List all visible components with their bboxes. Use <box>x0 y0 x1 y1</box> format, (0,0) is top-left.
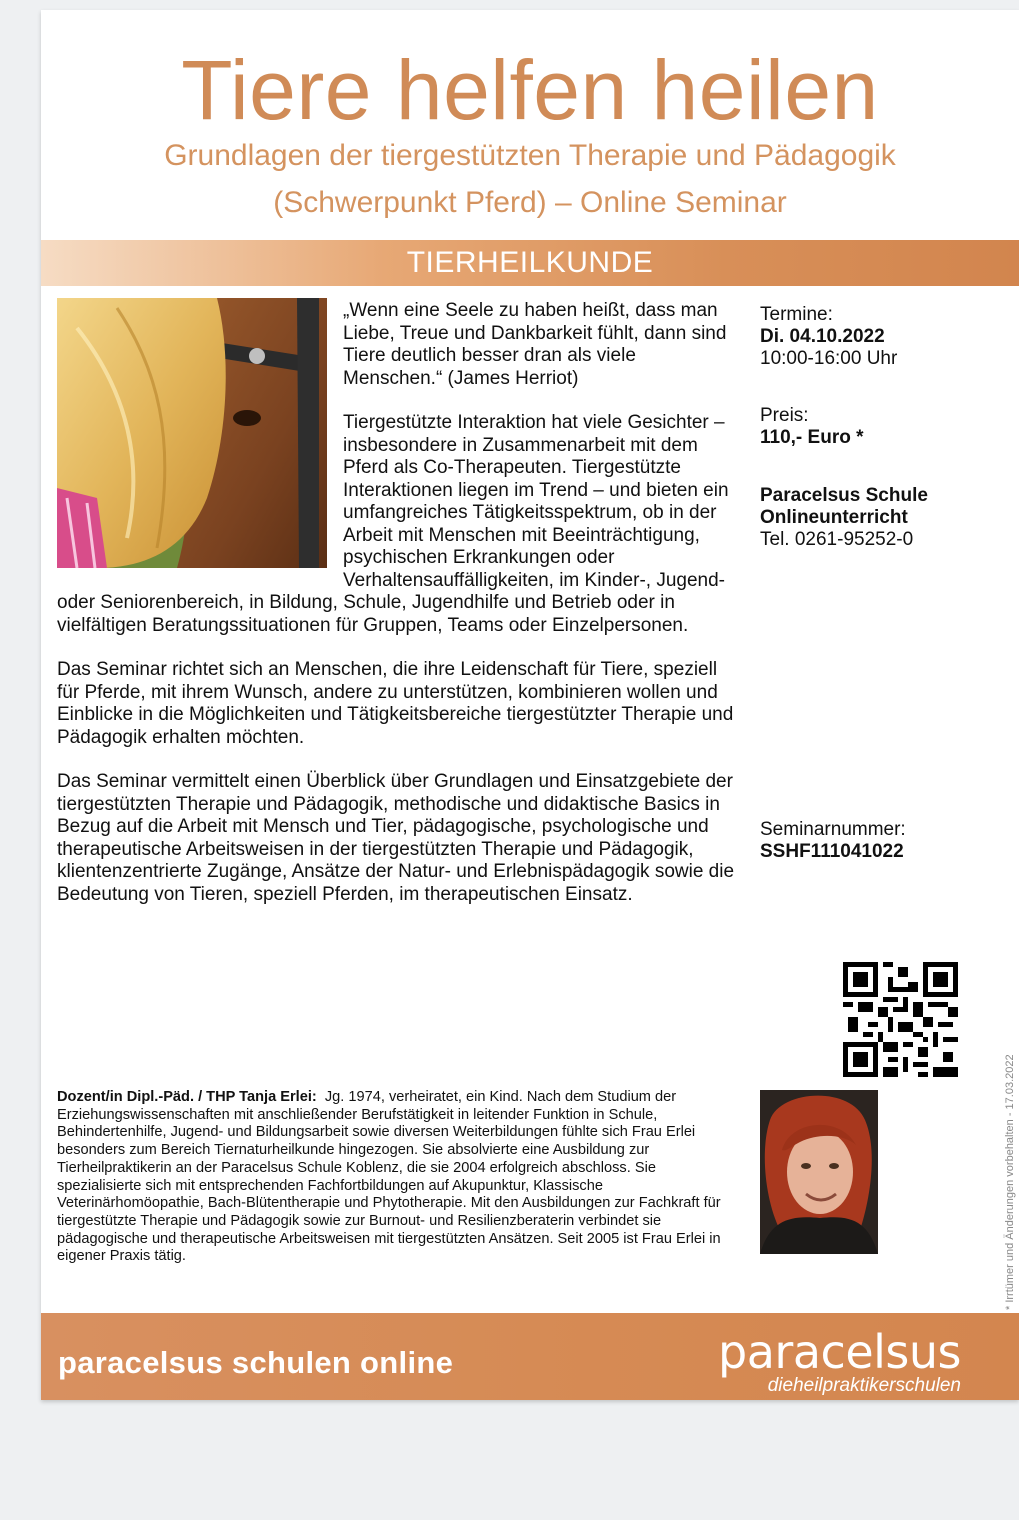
footer-slogan: paracelsus schulen online <box>58 1345 454 1380</box>
school-name: Paracelsus Schule <box>760 485 928 506</box>
content-paragraph: Das Seminar vermittelt einen Überblick über Grundlagen und Einsatzgebiete der tiergestützten Therapie und Pädagogik, methodische und didaktische Basics in Bezug auf die Arbeit mit Mensch und Tier, pädagogische, psychologische und therapeutische Arbeitsweisen in der tiergestützten Therapie und Pädagogik, klientenzentrierte Zugänge, Ansätze der Natur- und Erlebnispädagogik sowie die Bedeutung von Tieren, speziell Pferden, im therapeutischen Einsatz. <box>57 771 735 905</box>
seminar-number-block <box>760 819 980 863</box>
lecturer-label: Dozent/in Dipl.-Päd. / THP Tanja Erlei: <box>57 1089 317 1105</box>
school-mode: Onlineunterricht <box>760 507 908 528</box>
footer-band <box>41 1313 1019 1400</box>
school-block <box>760 485 980 551</box>
intro-paragraph: Tiergestützte Interaktion hat viele Gesichter – insbesondere in Zusammenarbeit mit dem Pferd als Co-Therapeuten. Tiergestützte Interaktionen liegen im Trend – und bieten ein umfangreiches Tätigkeitsspektrum, ob in der Arbeit mit Menschen mit Beeinträchtigung, psychischen Erkrankungen oder Verhaltensauffälligkeiten, im Kinder-, Jugend- oder Seniorenbereich, in Bildung, Schule, Jugendhilfe und Betrieb oder in vielfältigen Beratungssituationen für Gruppen, Teams oder Einzelpersonen. <box>57 412 729 636</box>
quote-paragraph: „Wenn eine Seele zu haben heißt, dass man Liebe, Treue und Dankbarkeit fühlt, dann sind Tiere deutlich besser dran als viele Menschen.“ (James Herriot) <box>343 300 727 389</box>
termine-time: 10:00-16:00 Uhr <box>760 348 898 369</box>
page-title: Tiere helfen heilen <box>181 43 879 137</box>
audience-paragraph: Das Seminar richtet sich an Menschen, die ihre Leidenschaft für Tiere, speziell für Pferde, mit ihrem Wunsch, andere zu unterstützen, kombinieren wollen und Einblicke in die Möglichkeiten und Tätigkeitsbereiche tiergestützter Therapie und Pädagogik erhalten möchten. <box>57 659 734 748</box>
lecturer-photo <box>760 1090 878 1254</box>
seminar-number-label: Seminarnummer: <box>760 819 906 840</box>
dates-block <box>760 304 980 370</box>
termine-date: Di. 04.10.2022 <box>760 326 885 347</box>
flyer-page <box>41 10 1019 1400</box>
category-band <box>41 240 1019 286</box>
paracelsus-logo: paracelsus <box>718 1325 961 1379</box>
price-block <box>760 405 980 449</box>
seminar-number: SSHF111041022 <box>760 841 904 862</box>
lecturer-bio <box>57 1089 737 1266</box>
disclaimer-note: * Irrtümer und Änderungen vorbehalten - 17.03.2022 <box>1004 1054 1016 1310</box>
main-text <box>57 300 735 928</box>
paracelsus-logo-subline: dieheilpraktikerschulen <box>767 1375 961 1396</box>
lecturer-text: Jg. 1974, verheiratet, ein Kind. Nach dem Studium der Erziehungswissenschaften mit anschließender Berufstätigkeit in leitender Funktion in Schule, Behindertenhilfe, Jugend- und Bildungsarbeit sowie diversen Weiterbildungen fühlte sich Frau Erlei besonders zum Bereich Tiernaturheilkunde hingezogen. Sie absolvierte eine Ausbildung zur Tierheilpraktikerin an der Paracelsus Schule Koblenz, die sie 2004 erfolgreich abschloss. Sie spezialisierte sich mit entsprechenden Fachfortbildungen auf Akupunktur, Klassische Veterinärhomöopathie, Bach-Blütentherapie und Phytotherapie. Mit den Ausbildungen zur Fachkraft für tiergestützte Therapie und Pädagogik sowie zur Burnout- und Resilienzberaterin verbindet sie pädagogische und therapeutische Arbeitsweisen mit tiergestützten Ansätzen. Seit 2005 ist Frau Erlei in eigener Praxis tätig. <box>57 1089 721 1265</box>
termine-label: Termine: <box>760 304 833 325</box>
qr-code[interactable] <box>843 962 958 1077</box>
subtitle-line-2: (Schwerpunkt Pferd) – Online Seminar <box>273 186 787 219</box>
preis-value: 110,- Euro * <box>760 427 864 448</box>
subtitle-line-1: Grundlagen der tiergestützten Therapie und Pädagogik <box>164 139 896 172</box>
category-label: TIERHEILKUNDE <box>406 246 654 279</box>
school-phone: Tel. 0261-95252-0 <box>760 529 914 550</box>
preis-label: Preis: <box>760 405 809 426</box>
